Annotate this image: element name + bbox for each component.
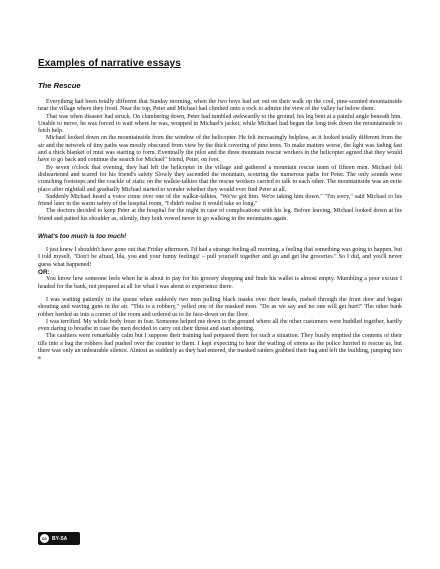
paragraph: The cashiers were remarkably calm but I suppose their training had prepared them for such a situation. They busily emptied the contents of their tills into a bag the robbers had pushed over the counter to them. I kept expecting to hear the wailing of sirens as the police hurried to rescue us, but there was only an unbearable silence. Almost as suddenly as they had entered, the masked raiders grabbed their bag and left the building, jumping into a: [38, 333, 402, 362]
cc-license-badge[interactable]: [38, 532, 80, 545]
story-rescue: [38, 99, 402, 223]
paragraph: By seven o'clock that evening, they had left the helicopter in the village and gathered a mountain rescue team of fifteen men. Michael felt disheartened and scared for his friend's safety Slowly they ascended the mountain, scouring the numerous paths for Peter. The only sounds were crunching footsteps and the crackle of static on the walkie-talkies that the rescue workers carried to talk to each other. The mountainside was an eerie place after nightfall and gradually Michael started to wonder whether they would ever find Peter at all.: [38, 164, 402, 193]
document-page: [38, 58, 402, 363]
paragraph: That was when disaster had struck. On clambering down, Peter had tumbled awkwardly to the ground, his leg bent at a painful angle beneath him. Unable to move, he was forced to wait where he was, wrapped in Michael's jacket, while Michael had begun the long trek down the mountainside to fetch help.: [38, 113, 402, 135]
paragraph: Michael looked down on the mountainside from the window of the helicopter. He felt increasingly helpless, as it looked totally different from the air and the network of tiny paths was mostly obscured from view by the thick covering of pine trees. To make matters worse, the light was fading fast and a thick blanket of mist was starting to form. Eventually the pilot and the three mountain rescue workers in the helicopter agreed that they would have to go back and continue the search for Michael" friend, Peter, on foot.: [38, 135, 402, 164]
paragraph: You know how someone feels when he is about to pay for his grocery shopping and finds his wallet is almost empty. Mumbling a poor excuse I headed for the bank, not prepared at all for what I was about to experience there.: [38, 276, 402, 290]
license-label: BY-SA: [52, 535, 68, 542]
story-title-too-much: What's too much is too much!: [38, 233, 127, 241]
paragraph: Suddenly Michael heard a voice come over one of the walkie-talkies, "We've got him. We're taking him down." "I'm sorry," said Michael to his friend later in the warm safety of the hospital room, "I didn't realise it would take so long.": [38, 193, 402, 208]
creative-commons-icon: cc: [41, 536, 47, 541]
paragraph: I was terrified. My whole body froze in fear. Someone helped me down to the ground where all the other customers were huddled together, hardly even daring to breathe in case the men decided to carry out their threat and start shooting.: [38, 318, 402, 333]
paragraph: Everything had been totally different that Sunday morning, when the two boys had set out on their walk up the cool, pine-scented mountainside near the village where they lived. Near the top, Peter and Michael had climbed onto a rock to admire the view of the valley far below them.: [38, 99, 402, 113]
story-too-much: [38, 247, 402, 363]
paragraph: The doctors decided to keep Peter at the hospital for the night in case of complications with his leg. Before leaving, Michael looked down at his friend and patted his shoulder as, silently, they both vowed never to go walking in the mountains again.: [38, 208, 402, 222]
or-label: OR:: [38, 268, 50, 276]
paragraph: I was waiting patiently in the queue when suddenly two men pulling black masks over their heads, rushed through the front door and began shouting and waving guns in the air. "This is a robbery," yelled one of the masked men. "Do as we say and no one will get hurt!" The other bank robber herded us into a corner of the room and ordered us to lie face-down on the floor.: [38, 296, 402, 318]
paragraph: I just knew I shouldn't have gone out that Friday afternoon. I'd had a strange feeling all morning, a feeling that something was going to happen, but I told myself, "Don't be afraid, Ida, you and your funny feelings! – pull yourself together and go and get the groceries." So I did, and you'll never guess what happened!: [38, 247, 402, 268]
story-title-rescue: The Rescue: [38, 81, 81, 90]
page-title: Examples of narrative essays: [38, 58, 181, 69]
